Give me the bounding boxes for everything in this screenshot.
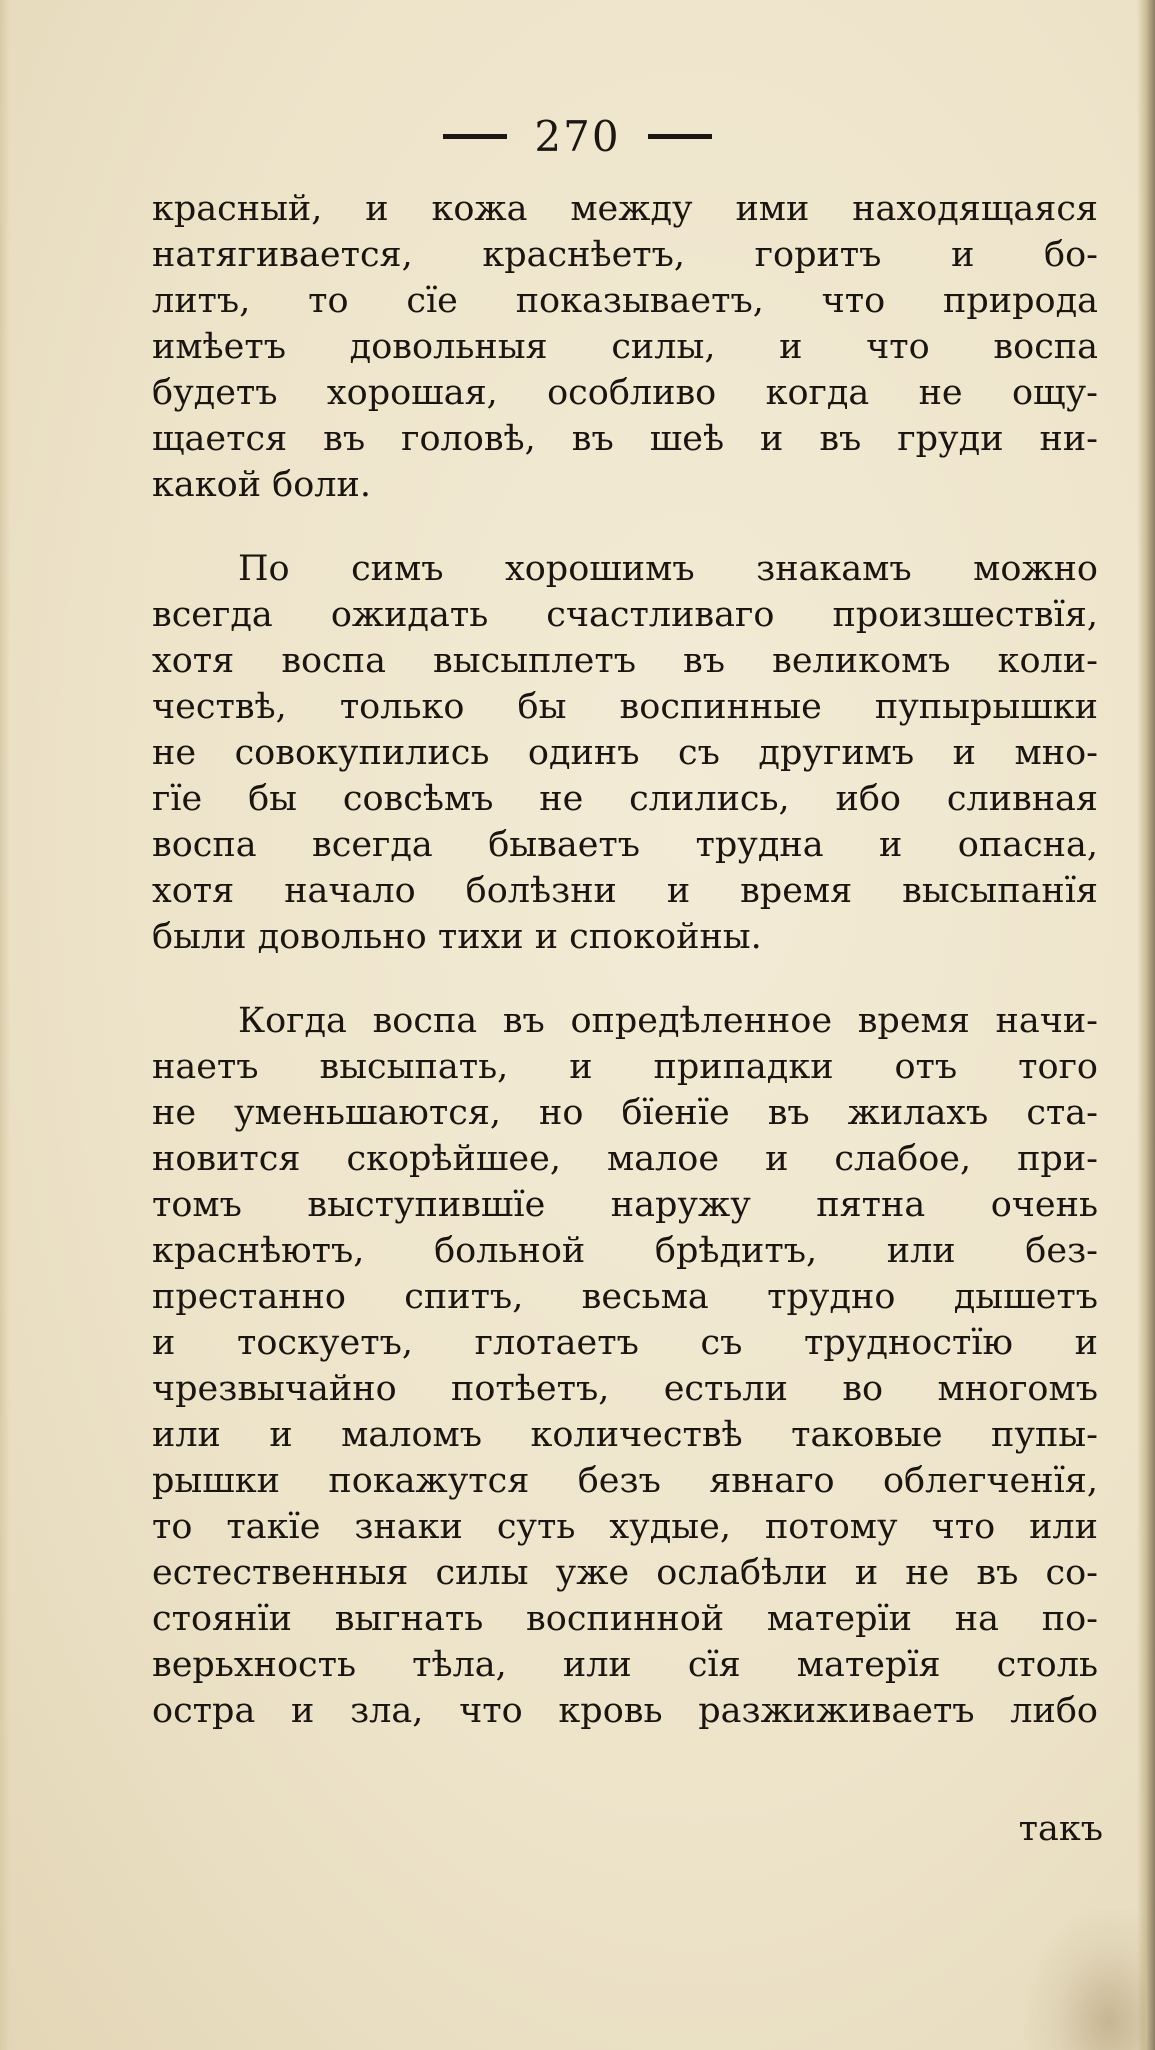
text-line: остра и зла, что кровь разжиживаетъ либо — [152, 1691, 1098, 1731]
text-line: краснѣютъ, больной брѣдитъ, или без- — [152, 1231, 1098, 1271]
page-number: 270 — [534, 111, 621, 161]
text-line: имѣетъ довольныя силы, и что воспа — [152, 327, 1098, 367]
text-line: не совокупились одинъ съ другимъ и мно- — [152, 733, 1098, 773]
text-line: будетъ хорошая, особливо когда не ощу- — [152, 373, 1098, 413]
text-line: хотя начало болѣзни и время высыпанїя — [152, 871, 1098, 911]
text-line: щается въ головѣ, въ шеѣ и въ груди ни- — [152, 419, 1098, 459]
paragraph-gap — [152, 508, 1098, 546]
text-line: Когда воспа въ опредѣленное время начи- — [238, 1001, 1098, 1041]
text-line: томъ выступившїе наружу пятна очень — [152, 1185, 1098, 1225]
text-line: воспа всегда бываетъ трудна и опасна, — [152, 825, 1098, 865]
text-line: и тоскуетъ, глотаетъ съ трудностїю и — [152, 1323, 1098, 1363]
text-line: то такїе знаки суть худые, потому что или — [152, 1507, 1098, 1547]
body-text — [152, 186, 1098, 1734]
page-header — [0, 108, 1155, 164]
text-line: хотя воспа высыплетъ въ великомъ коли- — [152, 641, 1098, 681]
text-line: не уменьшаются, но бїенїе въ жилахъ ста- — [152, 1093, 1098, 1133]
text-line: По симъ хорошимъ знакамъ можно — [238, 549, 1098, 589]
catchword: такъ — [1018, 1809, 1103, 1849]
text-line: престанно спитъ, весьма трудно дышетъ — [152, 1277, 1098, 1317]
paragraph-gap — [152, 960, 1098, 998]
text-line: всегда ожидать счастливаго произшествїя, — [152, 595, 1098, 635]
text-line: красный, и кожа между ими находящаяся — [152, 189, 1098, 229]
text-line: натягивается, краснѣетъ, горитъ и бо- — [152, 235, 1098, 275]
paper-stain — [1025, 1910, 1145, 2050]
text-line: гїе бы совсѣмъ не слились, ибо сливная — [152, 779, 1098, 819]
text-line: какой боли. — [152, 465, 371, 505]
paragraph-3 — [152, 998, 1098, 1734]
header-left-rule — [443, 134, 507, 139]
text-line: чествѣ, только бы воспинные пупырышки — [152, 687, 1098, 727]
paragraph-1 — [152, 186, 1098, 508]
text-line: литъ, то сїе показываетъ, что природа — [152, 281, 1098, 321]
text-line: или и маломъ количествѣ таковые пупы- — [152, 1415, 1098, 1455]
text-line: чрезвычайно потѣетъ, естьли во многомъ — [152, 1369, 1098, 1409]
text-line: рышки покажутся безъ явнаго облегченїя, — [152, 1461, 1098, 1501]
text-line: наетъ высыпать, и припадки отъ того — [152, 1047, 1098, 1087]
text-line: стоянїи выгнать воспинной матерїи на по- — [152, 1599, 1098, 1639]
paragraph-2 — [152, 546, 1098, 960]
text-line: были довольно тихи и спокойны. — [152, 917, 762, 957]
text-line: новится скорѣйшее, малое и слабое, при- — [152, 1139, 1098, 1179]
text-line: верьхность тѣла, или сїя матерїя столь — [152, 1645, 1098, 1685]
page-left-edge — [0, 0, 10, 2050]
page-binding-edge — [1137, 0, 1155, 2050]
header-right-rule — [648, 134, 712, 139]
text-line: естественныя силы уже ослабѣли и не въ со- — [152, 1553, 1098, 1593]
